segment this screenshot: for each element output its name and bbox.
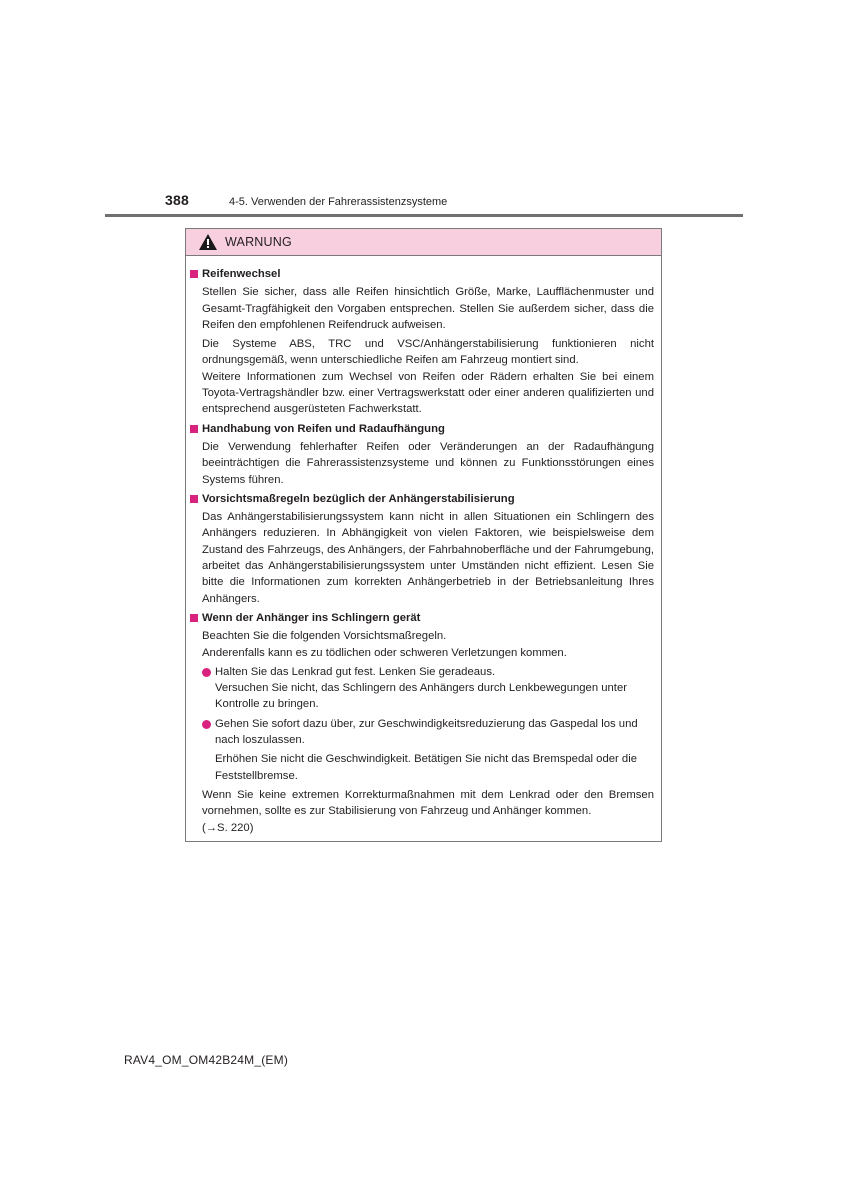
list-item-line: Versuchen Sie nicht, das Schlingern des Anhängers durch Lenkbewegungen unter Kontrolle zu bringen. xyxy=(215,682,627,711)
paragraph: Die Systeme ABS, TRC und VSC/Anhängerstabilisierung funktionieren nicht ordnungsgemäß, wenn unterschiedliche Reifen am Fahrzeug montiert sind. xyxy=(202,338,654,367)
paragraph: Stellen Sie sicher, dass alle Reifen hinsichtlich Größe, Marke, Laufflächenmuster und Gesamt-Tragfähigkeit den Vorgaben entsprechen. Stellen Sie außerdem sicher, dass die Reifen den empfohlenen Reifendruck aufweisen. xyxy=(202,286,654,331)
list-item-line: Halten Sie das Lenkrad gut fest. Lenken Sie geradeaus. xyxy=(215,665,496,678)
paragraph: Anderenfalls kann es zu tödlichen oder schweren Verletzungen kommen. xyxy=(202,646,567,659)
section-heading xyxy=(190,610,654,626)
section-title-text: Handhabung von Reifen und Radaufhängung xyxy=(202,422,445,435)
paragraph: Erhöhen Sie nicht die Geschwindigkeit. Betätigen Sie nicht das Bremspedal oder die Feststellbremse. xyxy=(215,753,638,782)
paragraph: Weitere Informationen zum Wechsel von Reifen oder Rädern erhalten Sie bei einem Toyota-Vertragshändler bzw. einer Vertragswerkstatt oder einer anderen qualifizierten und entsprechend ausgerüsteten Fachwerkstatt. xyxy=(202,370,654,416)
header-rule xyxy=(105,214,743,217)
page-reference: (→S. 220) xyxy=(202,821,254,834)
round-bullet-icon xyxy=(202,668,211,677)
section-heading xyxy=(190,266,654,282)
paragraph: Beachten Sie die folgenden Vorsichtsmaßregeln. xyxy=(202,630,447,643)
list-item xyxy=(202,664,654,713)
square-bullet-icon xyxy=(190,495,198,503)
section-heading xyxy=(190,421,654,437)
warning-header xyxy=(186,229,661,256)
warning-label: WARNUNG xyxy=(225,235,292,249)
square-bullet-icon xyxy=(190,425,198,433)
paragraph: Wenn Sie keine extremen Korrekturmaßnahmen mit dem Lenkrad oder den Bremsen vornehmen, sollte es zur Stabilisierung von Fahrzeug und Anhänger kommen. xyxy=(202,788,654,818)
warning-content xyxy=(186,256,661,836)
paragraph: Die Verwendung fehlerhafter Reifen oder Veränderungen an der Radaufhängung beeinträchtigen die Fahrerassistenzsysteme und können zu Funktionsstörungen eines Systems führen. xyxy=(202,440,654,486)
round-bullet-icon xyxy=(202,720,211,729)
section-title-text: Reifenwechsel xyxy=(202,268,281,280)
list-item xyxy=(202,716,654,749)
section-title-text: Wenn der Anhänger ins Schlingern gerät xyxy=(202,611,421,624)
list-item-text xyxy=(215,664,654,713)
page-number: 388 xyxy=(165,192,189,208)
list-item-text: Gehen Sie sofort dazu über, zur Geschwindigkeitsreduzierung das Gaspedal los und nach loszulassen. xyxy=(215,717,638,747)
paragraph: Das Anhängerstabilisierungssystem kann nicht in allen Situationen ein Schlingern des Anhängers reduzieren. In Abhängigkeit von vielen Faktoren, wie beispielsweise dem Zustand des Fahrzeugs, des Anhängers, der Fahrbahnoberfläche und der Fahrumgebung, arbeitet das Anhängerstabilisierungssystem unter Umständen nicht effizient. Lesen Sie bitte die Informationen zum korrekten Anhängerbetrieb in der Betriebsanleitung Ihres Anhängers. xyxy=(202,511,654,605)
warning-triangle-icon xyxy=(198,233,218,251)
warning-box xyxy=(185,228,662,842)
section-title: 4-5. Verwenden der Fahrerassistenzsysteme xyxy=(229,196,448,208)
section-title-text: Vorsichtsmaßregeln bezüglich der Anhängerstabilisierung xyxy=(202,492,515,505)
square-bullet-icon xyxy=(190,270,198,278)
square-bullet-icon xyxy=(190,614,198,622)
footer-code: RAV4_OM_OM42B24M_(EM) xyxy=(124,1053,289,1067)
section-heading xyxy=(190,491,654,507)
